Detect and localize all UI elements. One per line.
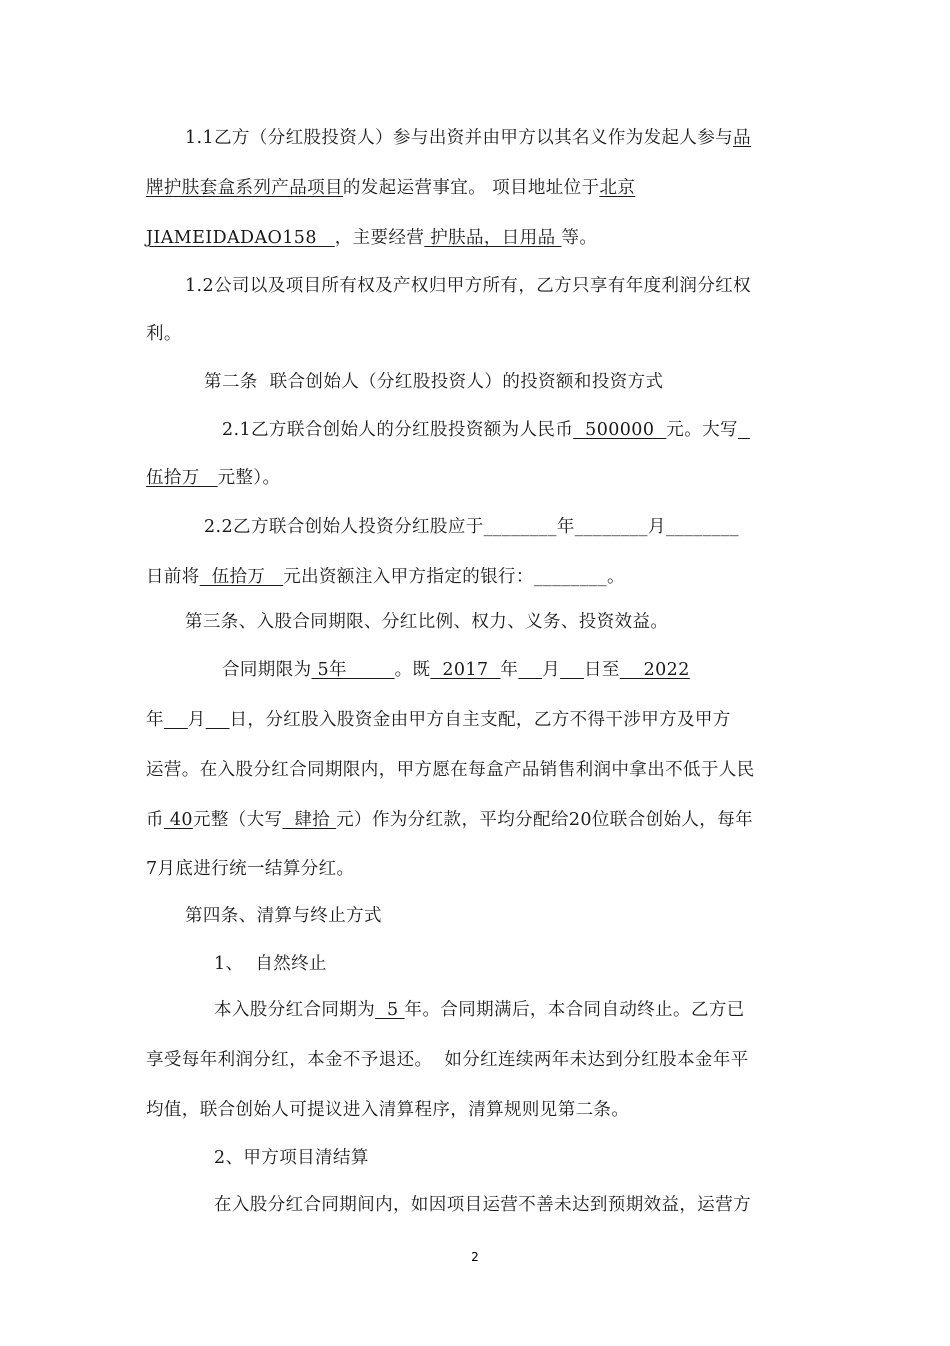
article-3-text-2: 运营。在入股分红合同期限内，甲方愿在每盒产品销售利润中拿出不低于人民 — [146, 760, 755, 780]
dividend-amount-in-words: 肆拾 — [282, 810, 337, 830]
clause-1-1-text-2: 的发起运营事宜。 项目地址位于 — [342, 178, 600, 198]
month-label-2: 月 — [187, 710, 206, 730]
contract-period: 5 — [375, 1000, 405, 1020]
investment-amount-in-words: 伍拾万 — [146, 468, 218, 488]
start-month-blank — [518, 660, 542, 680]
project-name-part1: 品 — [733, 128, 752, 148]
project-name-part2: 牌护肤套盒系列产品项目 — [146, 178, 343, 198]
article-4-1-text: 本入股分红合同期为 — [214, 1000, 376, 1020]
payment-amount-in-words: 伍拾万 — [199, 567, 284, 587]
start-day-blank — [560, 660, 584, 680]
project-liquidation-title: 2、甲方项目清结算 — [214, 1148, 369, 1168]
term-text: 。既 — [394, 660, 431, 680]
year-label-1: 年 — [500, 660, 519, 680]
clause-2-2-line-1 — [204, 515, 739, 539]
clause-2-2-end: 。 — [607, 567, 625, 587]
article-2-title: 第二条 联合创始人（分红股投资人）的投资额和投资方式 — [204, 372, 664, 392]
clause-1-2-text: 1.2公司以及项目所有权及产权归甲方所有，乙方只享有年度利润分红权 — [185, 276, 752, 296]
clause-2-2-text-3: 元出资额注入甲方指定的银行： — [283, 567, 534, 587]
article-4-2-line-1: 在入股分红合同期间内，如因项目运营不善未达到预期效益，运营方 — [214, 1195, 751, 1215]
to-label: 日至 — [583, 660, 620, 680]
clause-1-2-line-2 — [146, 322, 182, 346]
article-3-line-4 — [146, 808, 753, 832]
currency-label: 币 — [146, 810, 164, 830]
dividend-text-2: 元）作为分红款，平均分配给20位联合创始人，每年 — [336, 810, 754, 830]
clause-2-1-text-3: 元整）。 — [217, 468, 281, 488]
article-3-line-2 — [146, 708, 731, 732]
project-address-part2: JIAMEIDADAO158 — [146, 228, 335, 248]
article-4-1-line-1 — [214, 998, 745, 1022]
clause-1-1-text-4: 等。 — [561, 228, 598, 248]
page-number: 2 — [471, 1250, 479, 1264]
term-label: 合同期限为 — [222, 660, 312, 680]
clause-1-2-text-2: 利。 — [146, 324, 182, 344]
clause-2-2-text: 2.2乙方联合创始人投资分红股应于 — [204, 517, 484, 537]
settlement-text: 7月底进行统一结算分红。 — [146, 859, 355, 879]
clause-1-1-text: 1.1乙方（分红股投资人）参与出资并由甲方以其名义作为发起人参与 — [185, 128, 734, 148]
year-label-2: 年 — [146, 710, 164, 730]
article-4-title: 第四条、清算与终止方式 — [185, 906, 382, 926]
clause-2-1-line-1 — [222, 418, 750, 442]
article-3-line-3 — [146, 758, 755, 782]
clause-1-1-line-2 — [146, 176, 635, 200]
dividend-text: 元整（大写 — [192, 810, 283, 830]
clause-1-2-line-1 — [185, 274, 751, 298]
clause-2-1-text-2: 元。大写 — [666, 420, 738, 440]
month-label-1: 月 — [542, 660, 561, 680]
amount-in-words-blank — [738, 420, 750, 440]
article-4-1-line-2: 享受每年利润分红，本金不予退还。 如分红连续两年未达到分红股本金年平 — [146, 1050, 749, 1070]
payment-day-blank: ________ — [665, 517, 740, 537]
investment-amount: 500000 — [573, 420, 667, 440]
clause-1-1-line-1 — [185, 126, 751, 150]
clause-2-2-line-2 — [146, 565, 625, 589]
end-month-blank — [164, 710, 188, 730]
clause-1-1-line-3 — [146, 226, 597, 250]
year-label: 年 — [556, 517, 575, 537]
project-address-part1: 北京 — [599, 178, 636, 198]
contract-term: 5年 — [311, 660, 395, 680]
article-3-line-1 — [222, 658, 690, 682]
article-3-title: 第三条、入股合同期限、分红比例、权力、义务、投资效益。 — [185, 612, 669, 632]
clause-1-1-text-3: ，主要经营 — [334, 228, 425, 248]
end-year: 2022 — [619, 660, 690, 680]
month-label: 月 — [647, 517, 666, 537]
article-3-line-5 — [146, 857, 354, 881]
article-4-1-text-2: 年。合同期满后，本合同自动终止。乙方已 — [404, 1000, 745, 1020]
payment-year-blank: ________ — [483, 517, 557, 537]
natural-termination-title: 1、 自然终止 — [214, 954, 327, 974]
clause-2-2-text-2: 日前将 — [146, 567, 200, 587]
business-scope: 护肤品，日用品 — [424, 228, 562, 248]
payment-month-blank: ________ — [574, 517, 648, 537]
clause-2-1-line-2 — [146, 466, 280, 490]
dividend-amount: 40 — [163, 810, 193, 830]
bank-blank: ________ — [533, 567, 608, 587]
article-3-text: 日，分红股入股资金由甲方自主支配，乙方不得干涉甲方及甲方 — [229, 710, 731, 730]
start-year: 2017 — [430, 660, 501, 680]
article-4-1-line-3: 均值，联合创始人可提议进入清算程序，清算规则见第二条。 — [146, 1100, 630, 1120]
end-day-blank — [206, 710, 230, 730]
clause-2-1-text: 2.1乙方联合创始人的分红股投资额为人民币 — [222, 420, 574, 440]
